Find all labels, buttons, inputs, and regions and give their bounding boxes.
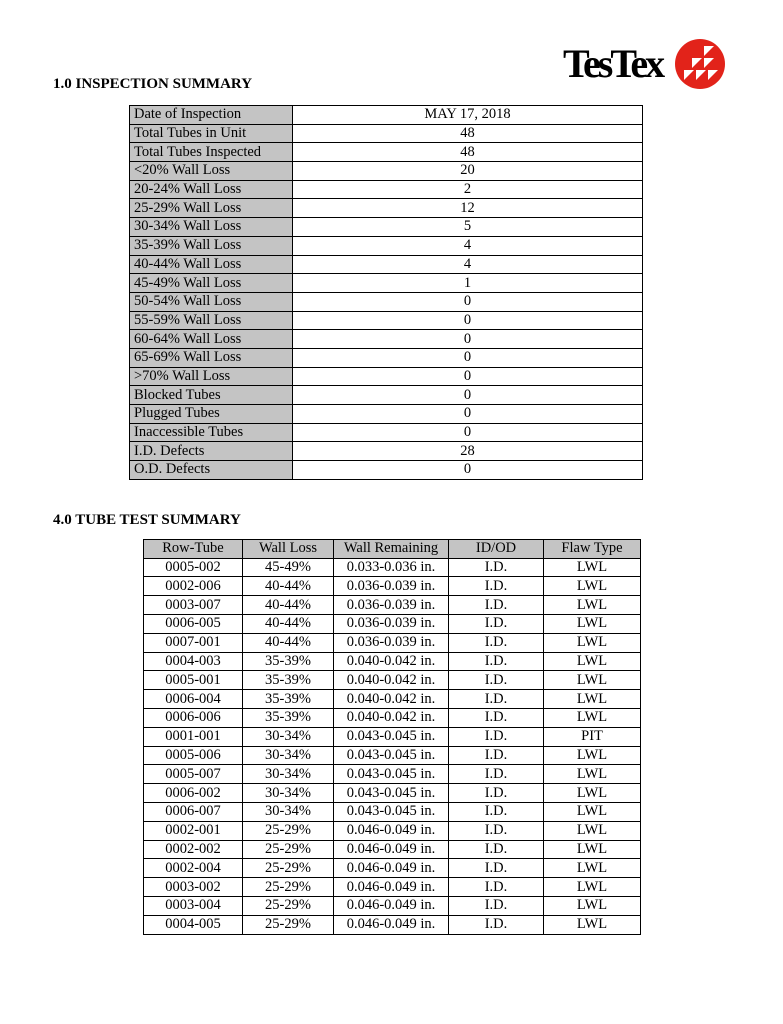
table-row xyxy=(130,255,643,274)
wall-loss-cell: 30-34% xyxy=(243,746,334,765)
summary-value: 0 xyxy=(293,330,643,349)
summary-label: 25-29% Wall Loss xyxy=(130,199,293,218)
table-row xyxy=(144,915,641,934)
summary-value: 0 xyxy=(293,461,643,480)
row-tube-cell: 0004-005 xyxy=(144,915,243,934)
table-row xyxy=(144,765,641,784)
summary-label: 35-39% Wall Loss xyxy=(130,236,293,255)
id-od-cell: I.D. xyxy=(449,690,544,709)
flaw-type-cell: LWL xyxy=(544,615,641,634)
table-row xyxy=(144,633,641,652)
table-row xyxy=(130,180,643,199)
wall-remaining-cell: 0.040-0.042 in. xyxy=(334,690,449,709)
table-row xyxy=(130,461,643,480)
table-row xyxy=(130,218,643,237)
summary-label: Date of Inspection xyxy=(130,106,293,125)
id-od-cell: I.D. xyxy=(449,709,544,728)
wall-loss-cell: 30-34% xyxy=(243,803,334,822)
table-row xyxy=(144,577,641,596)
summary-label: Total Tubes in Unit xyxy=(130,124,293,143)
summary-value: 4 xyxy=(293,255,643,274)
summary-label: 60-64% Wall Loss xyxy=(130,330,293,349)
testex-logo xyxy=(563,36,725,92)
wall-remaining-cell: 0.043-0.045 in. xyxy=(334,746,449,765)
table-row xyxy=(130,274,643,293)
wall-remaining-cell: 0.036-0.039 in. xyxy=(334,596,449,615)
summary-value: 0 xyxy=(293,386,643,405)
summary-value: 48 xyxy=(293,143,643,162)
summary-label: 45-49% Wall Loss xyxy=(130,274,293,293)
summary-label: 30-34% Wall Loss xyxy=(130,218,293,237)
row-tube-cell: 0006-004 xyxy=(144,690,243,709)
summary-value: 0 xyxy=(293,423,643,442)
table-row xyxy=(130,311,643,330)
flaw-type-cell: LWL xyxy=(544,596,641,615)
table-row xyxy=(144,596,641,615)
flaw-type-cell: LWL xyxy=(544,746,641,765)
summary-label: >70% Wall Loss xyxy=(130,367,293,386)
id-od-cell: I.D. xyxy=(449,784,544,803)
wall-loss-cell: 25-29% xyxy=(243,859,334,878)
column-header: ID/OD xyxy=(449,540,544,559)
wall-loss-cell: 40-44% xyxy=(243,615,334,634)
summary-label: Total Tubes Inspected xyxy=(130,143,293,162)
row-tube-cell: 0006-007 xyxy=(144,803,243,822)
id-od-cell: I.D. xyxy=(449,727,544,746)
id-od-cell: I.D. xyxy=(449,821,544,840)
row-tube-cell: 0001-001 xyxy=(144,727,243,746)
table-row xyxy=(130,236,643,255)
table-row xyxy=(144,690,641,709)
row-tube-cell: 0007-001 xyxy=(144,633,243,652)
wall-loss-cell: 30-34% xyxy=(243,727,334,746)
wall-remaining-cell: 0.043-0.045 in. xyxy=(334,727,449,746)
row-tube-cell: 0003-007 xyxy=(144,596,243,615)
wall-loss-cell: 35-39% xyxy=(243,671,334,690)
id-od-cell: I.D. xyxy=(449,746,544,765)
flaw-type-cell: LWL xyxy=(544,765,641,784)
wall-remaining-cell: 0.033-0.036 in. xyxy=(334,558,449,577)
summary-value: 1 xyxy=(293,274,643,293)
table-row xyxy=(144,558,641,577)
summary-label: Blocked Tubes xyxy=(130,386,293,405)
wall-loss-cell: 30-34% xyxy=(243,765,334,784)
table-row xyxy=(144,840,641,859)
inspection-summary-heading: 1.0 INSPECTION SUMMARY xyxy=(53,76,253,92)
table-row xyxy=(144,615,641,634)
summary-value: 48 xyxy=(293,124,643,143)
summary-value: 0 xyxy=(293,367,643,386)
table-row xyxy=(130,405,643,424)
table-row xyxy=(130,199,643,218)
summary-label: Plugged Tubes xyxy=(130,405,293,424)
flaw-type-cell: LWL xyxy=(544,652,641,671)
column-header: Wall Loss xyxy=(243,540,334,559)
summary-value: 0 xyxy=(293,348,643,367)
row-tube-cell: 0006-005 xyxy=(144,615,243,634)
summary-label: 20-24% Wall Loss xyxy=(130,180,293,199)
row-tube-cell: 0003-002 xyxy=(144,878,243,897)
table-row xyxy=(130,423,643,442)
id-od-cell: I.D. xyxy=(449,633,544,652)
wall-loss-cell: 35-39% xyxy=(243,652,334,671)
wall-remaining-cell: 0.046-0.049 in. xyxy=(334,840,449,859)
summary-value: 0 xyxy=(293,292,643,311)
tube-test-summary-table xyxy=(143,539,641,935)
summary-value: 28 xyxy=(293,442,643,461)
table-row xyxy=(144,897,641,916)
table-row xyxy=(144,803,641,822)
wall-loss-cell: 25-29% xyxy=(243,878,334,897)
flaw-type-cell: LWL xyxy=(544,859,641,878)
column-header: Flaw Type xyxy=(544,540,641,559)
summary-value: MAY 17, 2018 xyxy=(293,106,643,125)
row-tube-cell: 0004-003 xyxy=(144,652,243,671)
wall-remaining-cell: 0.040-0.042 in. xyxy=(334,709,449,728)
summary-value: 2 xyxy=(293,180,643,199)
summary-label: 50-54% Wall Loss xyxy=(130,292,293,311)
summary-label: 55-59% Wall Loss xyxy=(130,311,293,330)
table-row xyxy=(144,652,641,671)
row-tube-cell: 0002-004 xyxy=(144,859,243,878)
wall-loss-cell: 45-49% xyxy=(243,558,334,577)
summary-label: O.D. Defects xyxy=(130,461,293,480)
table-row xyxy=(144,746,641,765)
flaw-type-cell: LWL xyxy=(544,840,641,859)
wall-remaining-cell: 0.046-0.049 in. xyxy=(334,915,449,934)
wall-remaining-cell: 0.043-0.045 in. xyxy=(334,803,449,822)
wall-loss-cell: 40-44% xyxy=(243,596,334,615)
summary-label: Inaccessible Tubes xyxy=(130,423,293,442)
table-header-row xyxy=(144,540,641,559)
row-tube-cell: 0002-001 xyxy=(144,821,243,840)
flaw-type-cell: LWL xyxy=(544,915,641,934)
row-tube-cell: 0006-002 xyxy=(144,784,243,803)
table-row xyxy=(144,709,641,728)
wall-remaining-cell: 0.043-0.045 in. xyxy=(334,784,449,803)
wall-loss-cell: 30-34% xyxy=(243,784,334,803)
wall-remaining-cell: 0.040-0.042 in. xyxy=(334,652,449,671)
flaw-type-cell: LWL xyxy=(544,784,641,803)
summary-label: 65-69% Wall Loss xyxy=(130,348,293,367)
summary-value: 0 xyxy=(293,311,643,330)
summary-value: 20 xyxy=(293,162,643,181)
row-tube-cell: 0003-004 xyxy=(144,897,243,916)
flaw-type-cell: LWL xyxy=(544,671,641,690)
row-tube-cell: 0002-006 xyxy=(144,577,243,596)
table-row xyxy=(130,330,643,349)
column-header: Row-Tube xyxy=(144,540,243,559)
flaw-type-cell: LWL xyxy=(544,878,641,897)
summary-value: 0 xyxy=(293,405,643,424)
id-od-cell: I.D. xyxy=(449,897,544,916)
row-tube-cell: 0005-006 xyxy=(144,746,243,765)
summary-label: I.D. Defects xyxy=(130,442,293,461)
table-row xyxy=(144,821,641,840)
wall-loss-cell: 25-29% xyxy=(243,897,334,916)
table-row xyxy=(130,386,643,405)
flaw-type-cell: LWL xyxy=(544,803,641,822)
summary-label: 40-44% Wall Loss xyxy=(130,255,293,274)
wall-remaining-cell: 0.046-0.049 in. xyxy=(334,821,449,840)
flaw-type-cell: LWL xyxy=(544,821,641,840)
table-row xyxy=(130,124,643,143)
id-od-cell: I.D. xyxy=(449,596,544,615)
row-tube-cell: 0005-007 xyxy=(144,765,243,784)
wall-loss-cell: 35-39% xyxy=(243,709,334,728)
id-od-cell: I.D. xyxy=(449,652,544,671)
flaw-type-cell: LWL xyxy=(544,577,641,596)
logo-wordmark: TesTex xyxy=(563,41,663,86)
id-od-cell: I.D. xyxy=(449,671,544,690)
wall-loss-cell: 25-29% xyxy=(243,840,334,859)
flaw-type-cell: LWL xyxy=(544,558,641,577)
summary-value: 4 xyxy=(293,236,643,255)
wall-loss-cell: 40-44% xyxy=(243,633,334,652)
table-row xyxy=(144,727,641,746)
table-row xyxy=(130,143,643,162)
table-row xyxy=(144,671,641,690)
wall-loss-cell: 25-29% xyxy=(243,821,334,840)
wall-remaining-cell: 0.036-0.039 in. xyxy=(334,615,449,634)
wall-remaining-cell: 0.036-0.039 in. xyxy=(334,633,449,652)
table-row xyxy=(130,442,643,461)
table-row xyxy=(144,878,641,897)
wall-loss-cell: 40-44% xyxy=(243,577,334,596)
flaw-type-cell: LWL xyxy=(544,690,641,709)
summary-value: 5 xyxy=(293,218,643,237)
id-od-cell: I.D. xyxy=(449,577,544,596)
id-od-cell: I.D. xyxy=(449,878,544,897)
row-tube-cell: 0005-001 xyxy=(144,671,243,690)
table-row xyxy=(130,292,643,311)
id-od-cell: I.D. xyxy=(449,915,544,934)
table-row xyxy=(130,367,643,386)
wall-remaining-cell: 0.040-0.042 in. xyxy=(334,671,449,690)
row-tube-cell: 0006-006 xyxy=(144,709,243,728)
table-row xyxy=(130,348,643,367)
summary-value: 12 xyxy=(293,199,643,218)
flaw-type-cell: LWL xyxy=(544,897,641,916)
wall-loss-cell: 25-29% xyxy=(243,915,334,934)
flaw-type-cell: PIT xyxy=(544,727,641,746)
id-od-cell: I.D. xyxy=(449,615,544,634)
wall-remaining-cell: 0.036-0.039 in. xyxy=(334,577,449,596)
flaw-type-cell: LWL xyxy=(544,633,641,652)
wall-remaining-cell: 0.043-0.045 in. xyxy=(334,765,449,784)
table-row xyxy=(144,784,641,803)
table-row xyxy=(130,106,643,125)
wall-loss-cell: 35-39% xyxy=(243,690,334,709)
summary-label: <20% Wall Loss xyxy=(130,162,293,181)
row-tube-cell: 0005-002 xyxy=(144,558,243,577)
id-od-cell: I.D. xyxy=(449,765,544,784)
inspection-summary-table xyxy=(129,105,643,480)
wall-remaining-cell: 0.046-0.049 in. xyxy=(334,859,449,878)
flaw-type-cell: LWL xyxy=(544,709,641,728)
testex-triangles-logo-icon xyxy=(674,38,726,90)
wall-remaining-cell: 0.046-0.049 in. xyxy=(334,897,449,916)
tube-test-summary-heading: 4.0 TUBE TEST SUMMARY xyxy=(53,512,241,528)
id-od-cell: I.D. xyxy=(449,558,544,577)
table-row xyxy=(130,162,643,181)
id-od-cell: I.D. xyxy=(449,859,544,878)
id-od-cell: I.D. xyxy=(449,840,544,859)
column-header: Wall Remaining xyxy=(334,540,449,559)
table-row xyxy=(144,859,641,878)
row-tube-cell: 0002-002 xyxy=(144,840,243,859)
id-od-cell: I.D. xyxy=(449,803,544,822)
wall-remaining-cell: 0.046-0.049 in. xyxy=(334,878,449,897)
